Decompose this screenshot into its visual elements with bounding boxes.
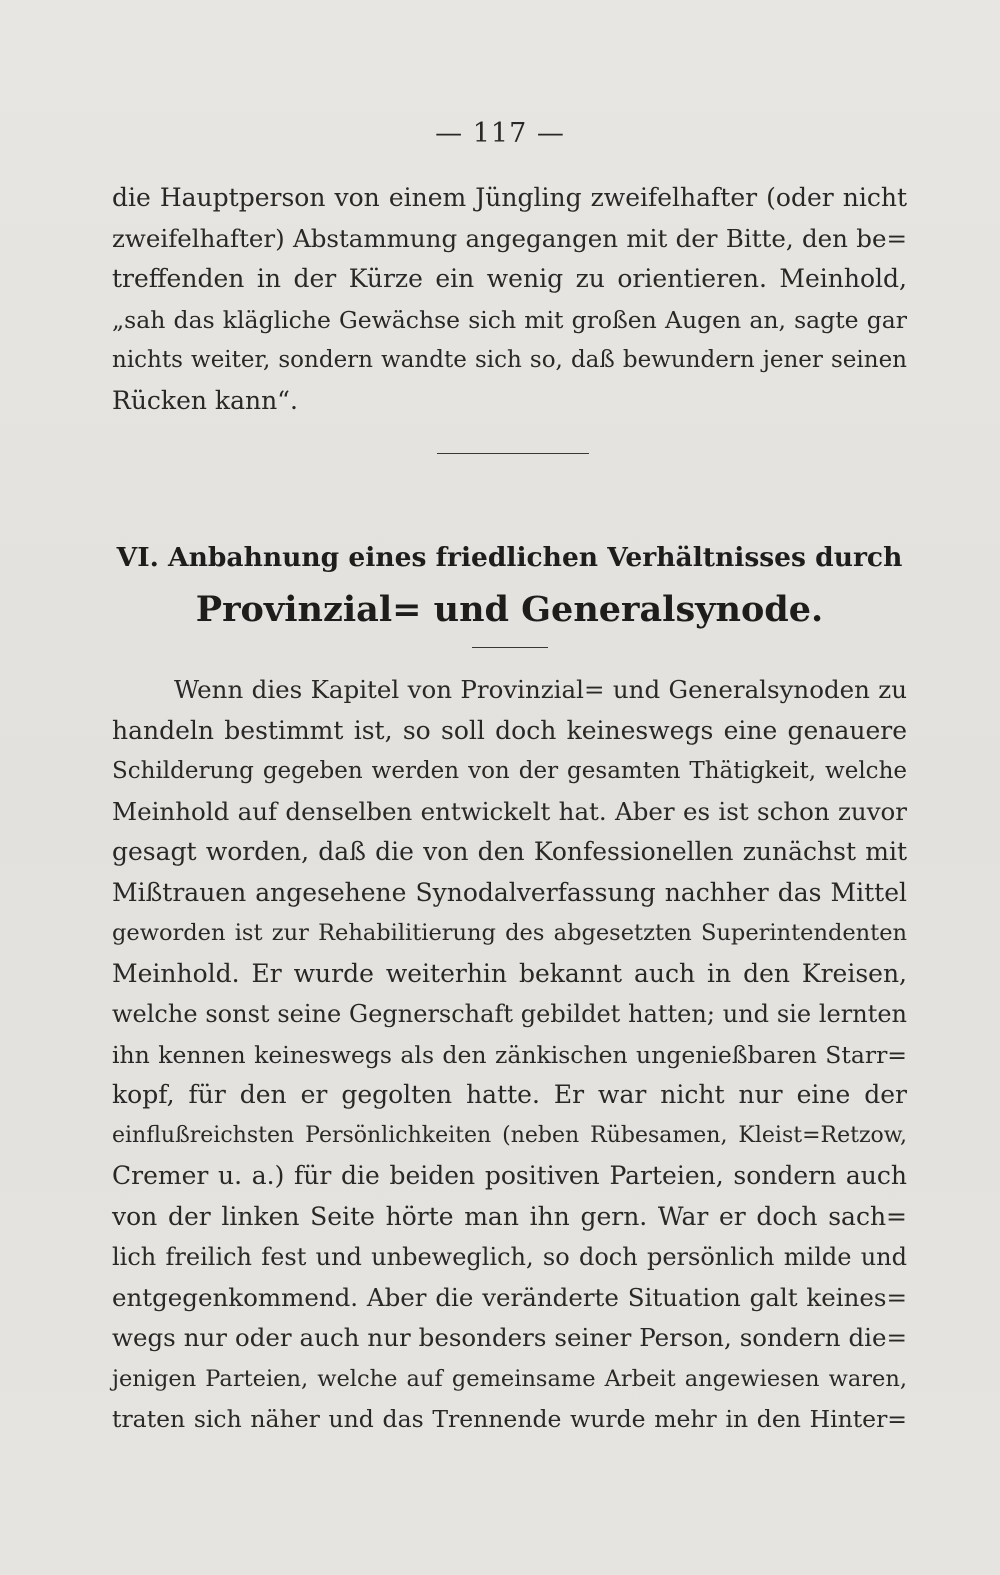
chapter-title-line: VI. Anbahnung eines friedlichen Verhältnisses durch — [116, 542, 903, 573]
text-line: Mißtrauen angesehene Synodalverfassung nachher das Mittel — [112, 877, 907, 907]
text-line: lich freilich fest und unbeweglich, so doch persönlich milde und — [112, 1243, 907, 1271]
text-line: einflußreichsten Persönlichkeiten (neben Rübesamen, Kleist=Retzow, — [112, 1122, 907, 1148]
text-line: kopf, für den er gegolten hatte. Er war nicht nur eine der — [112, 1080, 907, 1109]
text-line: handeln bestimmt ist, so soll doch keineswegs eine genauere — [112, 715, 907, 745]
text-line: wegs nur oder auch nur besonders seiner Person, sondern die= — [112, 1323, 907, 1352]
text-line: jenigen Parteien, welche auf gemeinsame Arbeit angewiesen waren, — [112, 1365, 907, 1392]
chapter-title-line: Provinzial= und Generalsynode. — [195, 589, 824, 630]
text-line: „sah das klägliche Gewächse sich mit großen Augen an, sagte gar — [112, 305, 907, 334]
text-line: entgegenkommend. Aber die veränderte Situation galt keines= — [112, 1282, 907, 1312]
text-line: Cremer u. a.) für die beiden positiven Parteien, sondern auch — [112, 1161, 907, 1190]
text-line: welche sonst seine Gegnerschaft gebildet hatten; und sie lernten — [112, 1000, 907, 1028]
text-line: gesagt worden, daß die von den Konfessionellen zunächst mit — [112, 837, 907, 866]
body-paragraph — [112, 670, 907, 1440]
text-line: nichts weiter, sondern wandte sich so, daß bewundern jener seinen — [112, 347, 907, 373]
top-paragraph — [112, 178, 907, 421]
page-number: — 117 — — [435, 118, 565, 149]
section-divider — [437, 453, 589, 454]
text-line: geworden ist zur Rehabilitierung des abgesetzten Superintendenten — [112, 920, 907, 946]
text-line: Schilderung gegeben werden von der gesamten Thätigkeit, welche — [112, 758, 907, 784]
text-line: Meinhold auf denselben entwickelt hat. Aber es ist schon zuvor — [112, 796, 907, 826]
text-line: Meinhold. Er wurde weiterhin bekannt auch in den Kreisen, — [112, 958, 907, 988]
text-line: die Hauptperson von einem Jüngling zweifelhafter (oder nicht — [112, 183, 907, 212]
text-line: von der linken Seite hörte man ihn gern. War er doch sach= — [112, 1201, 907, 1231]
text-line: ihn kennen keineswegs als den zänkischen ungenießbaren Starr= — [112, 1040, 907, 1069]
chapter-divider — [472, 647, 548, 648]
text-line: Wenn dies Kapitel von Provinzial= und Generalsynoden zu — [174, 675, 907, 704]
text-line: zweifelhafter) Abstammung angegangen mit der Bitte, den be= — [112, 223, 907, 253]
text-line: traten sich näher und das Trennende wurde mehr in den Hinter= — [112, 1405, 907, 1433]
text-line: Rücken kann“. — [112, 385, 298, 415]
text-line: treffenden in der Kürze ein wenig zu orientieren. Meinhold, — [112, 264, 907, 293]
chapter-title — [112, 532, 907, 636]
